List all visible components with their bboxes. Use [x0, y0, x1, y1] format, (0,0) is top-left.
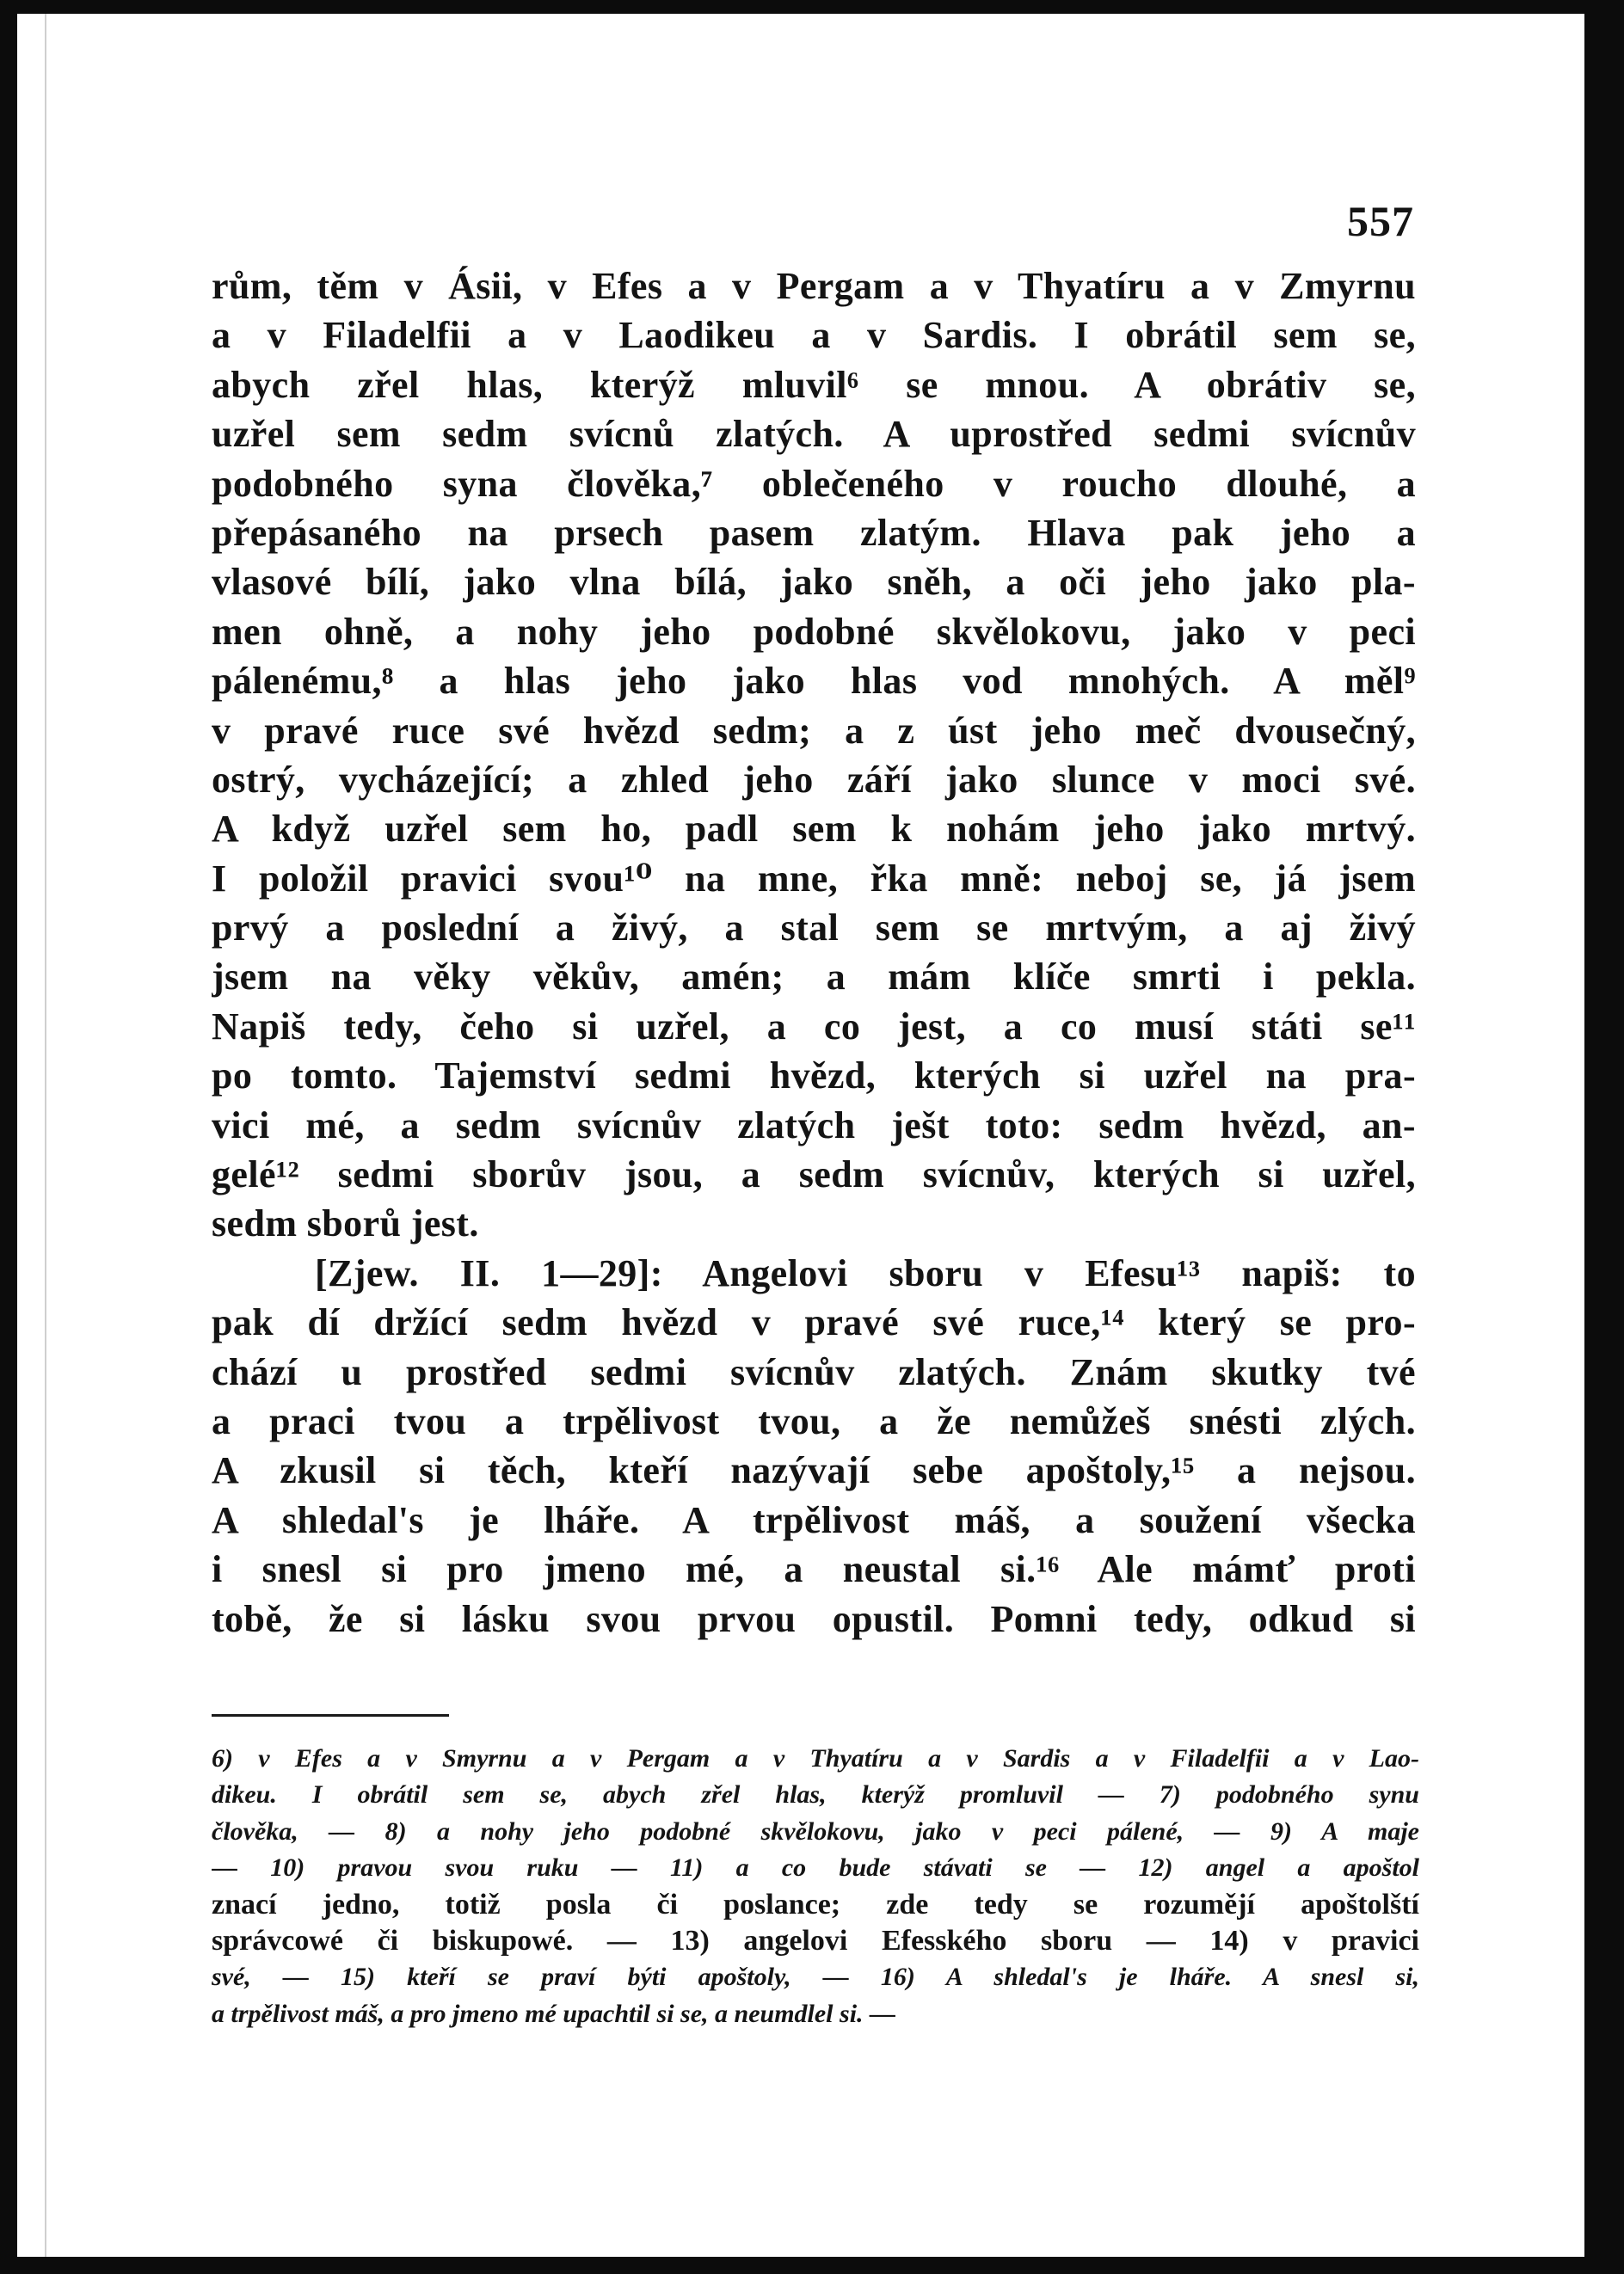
text-line: I položil pravici svou¹⁰ na mne, řka mně: neboj se, já jsem [212, 857, 1416, 900]
text-line: i snesl si pro jmeno mé, a neustal si.¹⁶ Ale mámť proti [212, 1548, 1416, 1591]
text-line: A zkusil si těch, kteří nazývají sebe apoštoly,¹⁵ a nejsou. [212, 1449, 1416, 1492]
text-line: sedm sborů jest. [212, 1202, 479, 1245]
text-line: gelé¹² sedmi sborův jsou, a sedm svícnův, kterých si uzřel, [212, 1153, 1416, 1196]
scan-border-bottom [0, 2257, 1624, 2274]
footnote-line: správcowé či biskupowé. — 13) angelovi Efesského sboru — 14) v pravici [212, 1924, 1419, 1957]
scan-border-right [1584, 0, 1624, 2274]
text-line: A když uzřel sem ho, padl sem k nohám jeho jako mrtvý. [212, 808, 1416, 851]
text-line: Napiš tedy, čeho si uzřel, a co jest, a co musí státi se¹¹ [212, 1005, 1416, 1048]
text-line: chází u prostřed sedmi svícnův zlatých. Znám skutky tvé [212, 1350, 1416, 1393]
text-line: po tomto. Tajemství sedmi hvězd, kterých si uzřel na pra- [212, 1054, 1416, 1097]
text-line: vici mé, a sedm svícnův zlatých ješt toto: sedm hvězd, an- [212, 1103, 1416, 1146]
footnote-line: 6) v Efes a v Smyrnu a v Pergam a v Thyatíru a v Sardis a v Filadelfii a v Lao- [212, 1744, 1419, 1773]
footnote-line: znací jedno, totiž posla či poslance; zde tedy se rozumějí apoštolští [212, 1888, 1419, 1921]
footnote-line: a trpělivost máš, a pro jmeno mé upachtil si se, a neumdlel si. — [212, 1999, 896, 2028]
page-number: 557 [1347, 197, 1414, 245]
text-line: ostrý, vycházející; a zhled jeho září jako slunce v moci své. [212, 758, 1416, 801]
footnote-line: člověka, — 8) a nohy jeho podobné skvělokovu, jako v peci pálené, — 9) A maje [212, 1816, 1419, 1846]
scan-border-top [0, 0, 1624, 14]
text-line: A shledal's je lháře. A trpělivost máš, a soužení všecka [212, 1498, 1416, 1541]
page-gutter-line [45, 14, 46, 2257]
text-line: a praci tvou a trpělivost tvou, a že nemůžeš snésti zlých. [212, 1399, 1416, 1442]
text-line: prvý a poslední a živý, a stal sem se mrtvým, a aj živý [212, 907, 1416, 950]
text-line: pálenému,⁸ a hlas jeho jako hlas vod mnohých. A měl⁹ [212, 660, 1416, 703]
footnote-line: své, — 15) kteří se praví býti apoštoly, — 16) A shledal's je lháře. A snesl si, [212, 1963, 1419, 1992]
footnote-line: — 10) pravou svou ruku — 11) a co bude stávati se — 12) angel a apoštol [212, 1853, 1419, 1883]
main-text [212, 261, 1416, 1644]
text-line: v pravé ruce své hvězd sedm; a z úst jeho meč dvousečný, [212, 709, 1416, 752]
footnote-separator [212, 1714, 449, 1717]
footnote-line: dikeu. I obrátil sem se, abych zřel hlas, kterýž promluvil — 7) podobného synu [212, 1780, 1419, 1810]
text-line: pak dí držící sedm hvězd v pravé své ruce,¹⁴ který se pro- [212, 1301, 1416, 1344]
text-line: uzřel sem sedm svícnů zlatých. A uprostřed sedmi svícnův [212, 413, 1416, 456]
text-line: přepásaného na prsech pasem zlatým. Hlava pak jeho a [212, 511, 1416, 554]
text-line: podobného syna člověka,⁷ oblečeného v roucho dlouhé, a [212, 462, 1416, 505]
text-line: a v Filadelfii a v Laodikeu a v Sardis. I obrátil sem se, [212, 314, 1416, 357]
text-line: jsem na věky věkův, amén; a mám klíče smrti i pekla. [212, 956, 1416, 999]
text-line: abych zřel hlas, kterýž mluvil⁶ se mnou. A obrátiv se, [212, 363, 1416, 406]
text-line: men ohně, a nohy jeho podobné skvělokovu, jako v peci [212, 610, 1416, 653]
footnotes [212, 1741, 1419, 2032]
text-line: tobě, že si lásku svou prvou opustil. Pomni tedy, odkud si [212, 1597, 1416, 1640]
text-line: vlasové bílí, jako vlna bílá, jako sněh, a oči jeho jako pla- [212, 561, 1416, 604]
scan-border-left [0, 0, 17, 2274]
text-line: rům, těm v Ásii, v Efes a v Pergam a v Thyatíru a v Zmyrnu [212, 265, 1416, 307]
text-line: [Zjew. II. 1—29]: Angelovi sboru v Efesu¹³ napiš: to [315, 1251, 1416, 1294]
